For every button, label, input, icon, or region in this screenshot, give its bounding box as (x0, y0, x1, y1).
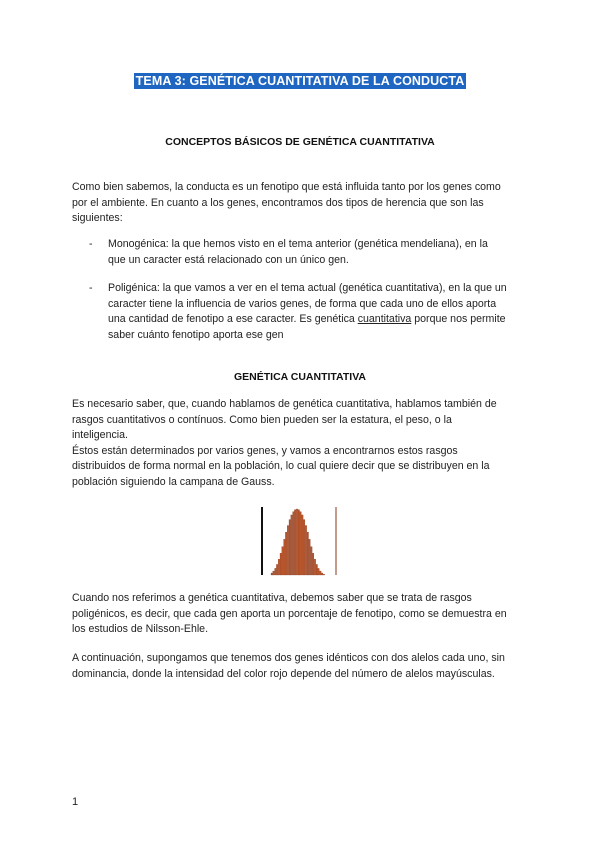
bullet-poligenica (108, 281, 530, 343)
text-line: caracter tiene la influencia de varios genes, de forma que cada uno de ellos aporta (108, 297, 497, 310)
chart-bar-19 (303, 520, 305, 575)
chart-bar-21 (307, 532, 309, 575)
text-run: porque nos permite (411, 313, 506, 325)
gauss-bell-chart (255, 505, 345, 577)
chart-bar-23 (311, 547, 313, 575)
chart-bar-4 (276, 564, 278, 575)
chart-bar-2 (273, 571, 275, 575)
text-line: siguientes: (72, 212, 123, 224)
text-line: poligénicos, es decir, que cada gen aporta un porcentaje de fenotipo, como se demuestra en (72, 607, 507, 620)
chart-bar-20 (305, 526, 307, 576)
chart-bar-11 (289, 520, 291, 575)
intro-paragraph (72, 180, 530, 227)
text-line: que un caracter está relacionado con un único gen. (108, 253, 349, 266)
chart-bar-1 (271, 573, 273, 575)
text-line: por el ambiente. En cuanto a los genes, encontramos dos tipos de herencia que son las (72, 196, 484, 209)
text-line: Cuando nos referimos a genética cuantitativa, debemos saber que se trata de rasgos (72, 592, 472, 604)
chart-bar-29 (321, 573, 323, 575)
chart-bar-18 (302, 515, 304, 575)
text-line: inteligencia. (72, 429, 128, 441)
chart-bars (271, 509, 325, 575)
text-line: rasgos cuantitativos o contínuos. Como bien pueden ser la estatura, el peso, o la (72, 413, 452, 426)
chart-bar-26 (316, 564, 318, 575)
chart-bar-8 (284, 539, 286, 575)
text-line: A continuación, supongamos que tenemos dos genes idénticos con dos alelos cada uno, sin (72, 652, 505, 664)
chart-bar-10 (287, 526, 289, 576)
chart-bar-6 (280, 553, 282, 575)
text-line: Como bien sabemos, la conducta es un fenotipo que está influida tanto por los genes como (72, 181, 501, 193)
chart-bar-17 (300, 512, 302, 575)
chart-bar-25 (314, 559, 316, 575)
chart-bar-7 (282, 547, 284, 575)
paragraph-poligenicos (72, 591, 530, 638)
title-container (0, 72, 600, 90)
section-heading-conceptos: CONCEPTOS BÁSICOS DE GENÉTICA CUANTITATIVA (165, 136, 435, 148)
text-line: Poligénica: la que vamos a ver en el tema actual (genética cuantitativa), en la que un (108, 282, 507, 294)
chart-bar-9 (285, 532, 287, 575)
underlined-word: cuantitativa (357, 313, 412, 325)
chart-bar-22 (309, 539, 311, 575)
text-line: distribuidos de forma normal en la población, lo cual quiere decir que se distribuyen en la (72, 460, 490, 472)
chart-bar-28 (320, 571, 322, 575)
bullet-dash: - (89, 282, 93, 294)
page-number: 1 (72, 796, 79, 808)
chart-bar-3 (275, 568, 277, 575)
paragraph-rasgos (72, 397, 530, 490)
bullet-dash: - (89, 238, 93, 250)
text-line (108, 312, 530, 328)
text-line: población siguiendo la campana de Gauss. (72, 475, 275, 488)
chart-bar-13 (293, 512, 295, 575)
text-line: saber cuánto fenotipo aporta ese gen (108, 328, 284, 341)
document-title: TEMA 3: GENÉTICA CUANTITATIVA DE LA CONDUCTA (135, 74, 465, 88)
text-line: los estudios de Nilsson-Ehle. (72, 623, 209, 635)
chart-bar-5 (278, 559, 280, 575)
chart-bar-16 (298, 510, 300, 575)
text-line: Éstos están determinados por varios genes, y vamos a encontrarnos estos rasgos (72, 444, 458, 457)
paragraph-continuacion (72, 651, 530, 682)
chart-bar-14 (294, 510, 296, 575)
text-line: Monogénica: la que hemos visto en el tema anterior (genética mendeliana), en la (108, 238, 488, 250)
chart-bar-15 (296, 509, 298, 575)
bullet-monogenica (108, 237, 530, 268)
chart-bar-27 (318, 568, 320, 575)
text-line: Es necesario saber, que, cuando hablamos de genética cuantitativa, hablamos también de (72, 398, 497, 410)
chart-bar-30 (323, 574, 325, 575)
section-heading-genetica-cuantitativa: GENÉTICA CUANTITATIVA (233, 371, 367, 383)
chart-bar-12 (291, 515, 293, 575)
chart-bar-24 (312, 553, 314, 575)
text-run: una cantidad de fenotipo a ese caracter. Es genética (108, 313, 358, 325)
text-line: dominancia, donde la intensidad del color rojo depende del número de alelos mayúsculas. (72, 667, 495, 680)
